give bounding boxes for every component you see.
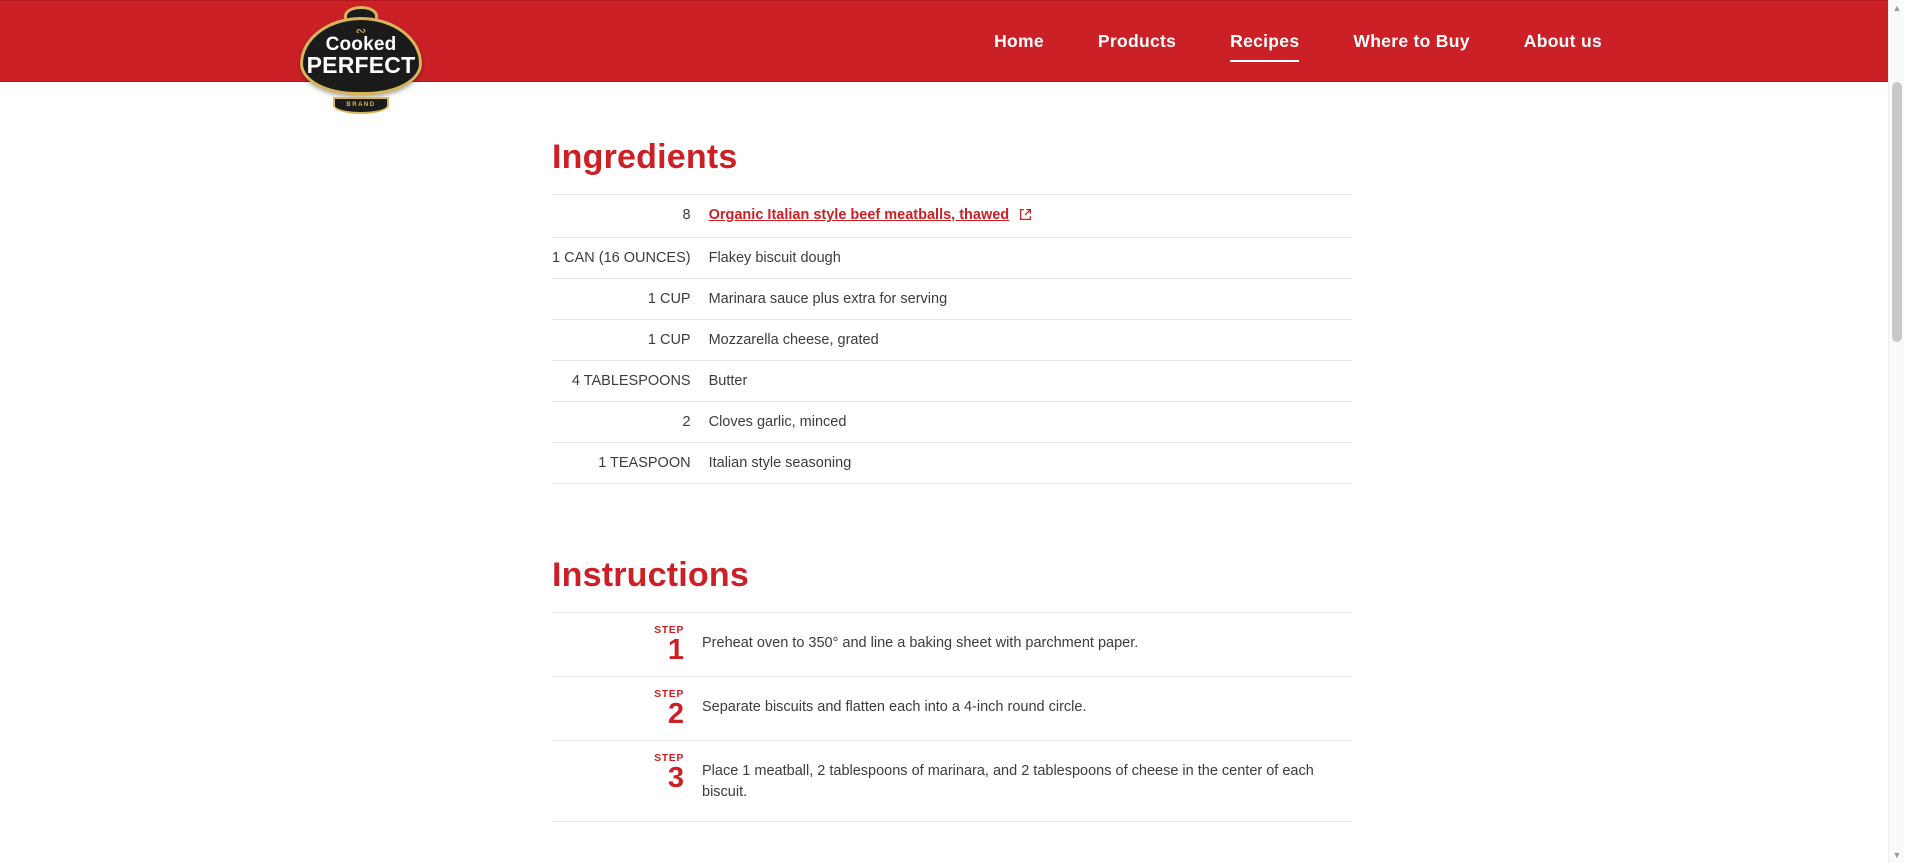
table-row [552,443,1352,484]
step-label: STEP [654,624,684,636]
ingredient-quantity: 8 [682,207,691,223]
step-number: 3 [667,762,684,794]
ingredient-quantity: 1 CUP [647,332,691,348]
table-row [552,402,1352,443]
step-text: Preheat oven to 350° and line a baking sheet with parchment paper. [702,635,1139,651]
ingredient-quantity: 4 TABLESPOONS [571,373,691,389]
table-row [552,677,1352,741]
ingredient-product-link[interactable]: Organic Italian style beef meatballs, thawed [708,207,1010,223]
ingredient-quantity: 1 CAN (16 OUNCES) [552,250,691,266]
ingredient-name: Cloves garlic, minced [708,414,847,430]
nav-item-recipes[interactable]: Recipes [1203,21,1326,64]
nav-item-products[interactable]: Products [1097,30,1177,51]
ingredient-name: Flakey biscuit dough [708,250,841,266]
table-row [552,361,1352,402]
ingredients-table [552,194,1352,484]
table-row [552,320,1352,361]
table-row [552,613,1352,677]
nav-item-home[interactable]: Home [994,30,1044,51]
ingredient-quantity: 2 [682,414,691,430]
step-number: 2 [667,698,684,730]
chevron-up-icon[interactable]: ▲ [1892,3,1902,13]
instructions-heading: Instructions [552,556,749,594]
nav-item-where-to-buy[interactable]: Where to Buy [1353,30,1470,51]
step-label: STEP [654,752,684,764]
main-navigation [967,1,1629,83]
logo-brandword: BRAND [346,101,376,108]
instructions-section [552,556,1352,822]
step-number-cell [552,613,702,677]
table-row [552,279,1352,320]
ingredient-quantity: 1 CUP [647,291,691,307]
swirl-icon: ∾ [355,23,367,38]
ingredient-name: Mozzarella cheese, grated [708,332,879,348]
site-header [0,0,1904,108]
step-label: STEP [654,688,684,700]
instructions-table [552,612,1352,822]
table-row [552,238,1352,279]
scrollbar-thumb[interactable] [1892,82,1902,342]
step-text: Place 1 meatball, 2 tablespoons of marinara, and 2 tablespoons of cheese in the center of each biscuit. [702,763,1314,800]
logo-line-2: PERFECT [306,52,416,78]
ingredient-name: Butter [708,373,748,389]
step-number: 1 [667,634,684,666]
chevron-down-icon[interactable]: ▼ [1892,850,1902,860]
logo-badge [300,17,422,95]
nav-item-about-us[interactable]: About us [1523,30,1602,51]
ingredients-heading: Ingredients [552,138,738,176]
recipe-content [552,82,1352,822]
ingredient-quantity: 1 TEASPOON [598,455,691,471]
ingredient-name: Italian style seasoning [708,455,852,471]
step-text: Separate biscuits and flatten each into a 4-inch round circle. [702,699,1087,715]
table-row [552,741,1352,822]
ingredient-name: Marinara sauce plus extra for serving [708,291,948,307]
table-row [552,195,1352,238]
brand-logo[interactable] [300,17,422,108]
step-number-cell [552,677,702,741]
logo-line-1: Cooked [325,34,397,55]
ingredient-name-cell [709,195,1352,238]
vertical-scrollbar[interactable] [1888,0,1904,863]
step-number-cell [552,741,702,822]
logo-bottom-tab [333,97,389,114]
external-link-icon[interactable] [1019,208,1032,225]
